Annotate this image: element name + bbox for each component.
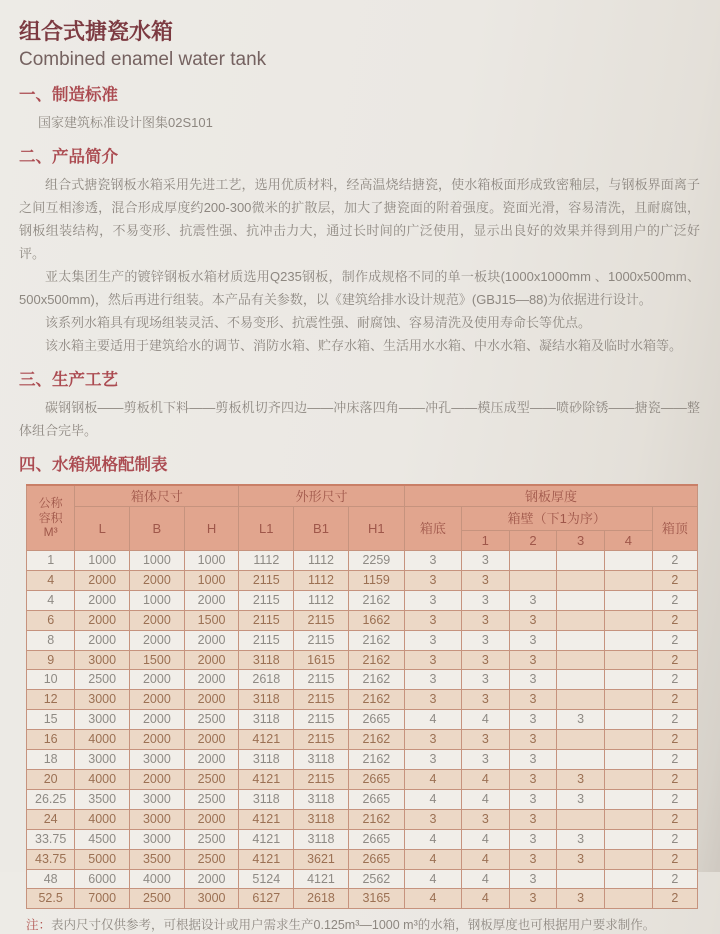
table-cell: 3 xyxy=(404,570,461,590)
table-cell: 2115 xyxy=(239,610,294,630)
table-cell: 2500 xyxy=(184,789,239,809)
table-cell: 4000 xyxy=(75,769,130,789)
table-cell: 4 xyxy=(404,789,461,809)
table-cell: 1112 xyxy=(239,551,294,571)
table-cell: 3118 xyxy=(239,710,294,730)
table-cell: 3000 xyxy=(130,809,185,829)
table-cell: 2000 xyxy=(75,630,130,650)
volume-unit-label: M³ xyxy=(43,525,58,540)
table-cell: 3000 xyxy=(75,650,130,670)
product-intro-paragraph: 组合式搪瓷钢板水箱采用先进工艺，选用优质材料，经高温烧结搪瓷，使水箱板面形成致密釉层，与钢板界面离子之间互相渗透，混合形成厚度约200-300微米的扩散层，加大了搪瓷面的附着强度。瓷面光滑，容易清洗，且耐腐蚀，钢板组装结构，不易变形、抗震性强、抗冲击力大，通过长时间的广泛使用，显示出良好的效果并得到用户的广泛好评。 xyxy=(19,177,700,261)
table-cell: 2162 xyxy=(348,690,404,710)
header-row-columns xyxy=(27,507,698,531)
table-cell: 3 xyxy=(461,750,509,770)
table-cell: 4500 xyxy=(75,829,130,849)
table-cell: 10 xyxy=(27,670,75,690)
table-row xyxy=(27,750,698,770)
table-cell: 4 xyxy=(461,710,509,730)
table-cell: 3000 xyxy=(75,750,130,770)
table-cell xyxy=(604,889,652,909)
table-cell: 3 xyxy=(509,690,557,710)
table-cell: 2 xyxy=(652,809,697,829)
table-cell: 2115 xyxy=(239,630,294,650)
product-intro-paragraph: 该系列水箱具有现场组装灵活、不易变形、抗震性强、耐腐蚀、容易清洗及使用寿命长等优点。 xyxy=(45,315,592,330)
table-cell: 3 xyxy=(461,650,509,670)
table-cell: 2618 xyxy=(294,889,349,909)
table-cell: 2000 xyxy=(130,610,185,630)
table-row xyxy=(27,590,698,610)
table-cell: 1500 xyxy=(184,610,239,630)
table-cell: 2618 xyxy=(239,670,294,690)
table-cell: 3 xyxy=(509,809,557,829)
table-cell: 52.5 xyxy=(27,889,75,909)
table-cell: 3 xyxy=(509,829,557,849)
table-cell: 2000 xyxy=(184,590,239,610)
table-cell: 3118 xyxy=(239,750,294,770)
table-cell: 4121 xyxy=(239,769,294,789)
table-cell: 3 xyxy=(404,809,461,829)
table-cell: 3 xyxy=(557,769,605,789)
table-cell: 3 xyxy=(404,690,461,710)
table-cell xyxy=(557,590,605,610)
table-cell xyxy=(557,630,605,650)
table-cell: 3 xyxy=(404,590,461,610)
table-cell: 4 xyxy=(27,570,75,590)
table-cell: 3 xyxy=(557,889,605,909)
table-cell: 2500 xyxy=(184,769,239,789)
table-cell: 3 xyxy=(509,869,557,889)
table-row xyxy=(27,769,698,789)
table-cell: 2115 xyxy=(294,670,349,690)
table-cell: 4 xyxy=(404,829,461,849)
table-cell xyxy=(604,710,652,730)
table-cell: 2000 xyxy=(130,630,185,650)
table-cell: 3 xyxy=(404,750,461,770)
table-cell: 2 xyxy=(652,551,697,571)
table-cell: 2000 xyxy=(130,570,185,590)
header-cell-bottom: 箱底 xyxy=(404,507,461,551)
table-cell xyxy=(557,750,605,770)
table-row xyxy=(27,610,698,630)
table-cell: 1000 xyxy=(184,551,239,571)
table-cell: 2500 xyxy=(130,889,185,909)
table-cell: 2162 xyxy=(348,650,404,670)
page-title: 组合式搪瓷水箱 xyxy=(19,19,174,44)
table-cell: 3000 xyxy=(184,889,239,909)
table-cell: 2 xyxy=(652,710,697,730)
table-cell: 1 xyxy=(27,551,75,571)
table-cell: 2 xyxy=(652,590,697,610)
table-cell xyxy=(509,551,557,571)
table-cell: 4 xyxy=(461,889,509,909)
table-cell: 1000 xyxy=(130,551,185,571)
spec-table-body xyxy=(27,551,698,909)
table-cell: 3118 xyxy=(294,750,349,770)
table-cell: 24 xyxy=(27,809,75,829)
table-row xyxy=(27,809,698,829)
table-cell xyxy=(604,730,652,750)
table-cell: 2000 xyxy=(184,869,239,889)
table-cell: 3118 xyxy=(239,650,294,670)
table-cell: 2115 xyxy=(294,730,349,750)
table-cell: 3 xyxy=(509,710,557,730)
table-cell: 2162 xyxy=(348,809,404,829)
table-cell: 2 xyxy=(652,889,697,909)
table-cell: 4000 xyxy=(75,809,130,829)
table-cell: 2 xyxy=(652,769,697,789)
table-cell: 3118 xyxy=(294,789,349,809)
table-cell: 2665 xyxy=(348,789,404,809)
table-row xyxy=(27,690,698,710)
table-cell: 2000 xyxy=(130,690,185,710)
table-cell: 12 xyxy=(27,690,75,710)
table-cell: 2000 xyxy=(75,570,130,590)
table-cell: 1112 xyxy=(294,551,349,571)
table-cell: 2115 xyxy=(294,769,349,789)
table-cell: 3 xyxy=(461,690,509,710)
table-row xyxy=(27,630,698,650)
table-cell: 4 xyxy=(404,710,461,730)
table-cell: 4121 xyxy=(294,869,349,889)
table-cell: 3 xyxy=(509,650,557,670)
table-cell: 6 xyxy=(27,610,75,630)
table-cell: 2000 xyxy=(184,809,239,829)
header-cell-thickness-group: 钢板厚度 xyxy=(404,485,697,507)
table-cell: 6127 xyxy=(239,889,294,909)
table-cell xyxy=(604,829,652,849)
table-cell: 3165 xyxy=(348,889,404,909)
table-cell: 3 xyxy=(509,590,557,610)
table-cell xyxy=(604,551,652,571)
table-cell: 3000 xyxy=(75,710,130,730)
table-cell: 1112 xyxy=(294,570,349,590)
page-subtitle: Combined enamel water tank xyxy=(19,49,267,70)
table-cell: 2665 xyxy=(348,769,404,789)
table-cell: 3 xyxy=(509,889,557,909)
table-cell: 2500 xyxy=(184,829,239,849)
table-cell: 3000 xyxy=(75,690,130,710)
table-cell: 3 xyxy=(461,730,509,750)
table-row xyxy=(27,730,698,750)
table-cell: 2562 xyxy=(348,869,404,889)
table-row xyxy=(27,849,698,869)
table-cell: 16 xyxy=(27,730,75,750)
table-cell: 6000 xyxy=(75,869,130,889)
table-cell: 15 xyxy=(27,710,75,730)
table-cell: 3621 xyxy=(294,849,349,869)
table-cell: 1159 xyxy=(348,570,404,590)
product-intro-paragraph: 该水箱主要适用于建筑给水的调节、消防水箱、贮存水箱、生活用水水箱、中水水箱、凝结水箱及临时水箱等。 xyxy=(45,338,683,353)
table-cell: 2 xyxy=(652,630,697,650)
table-cell: 4121 xyxy=(239,829,294,849)
table-cell xyxy=(604,750,652,770)
table-cell: 4 xyxy=(404,769,461,789)
table-cell: 4000 xyxy=(75,730,130,750)
table-row xyxy=(27,829,698,849)
table-cell: 2000 xyxy=(130,670,185,690)
table-cell: 1500 xyxy=(130,650,185,670)
table-cell xyxy=(604,630,652,650)
header-cell-wall-1: 1 xyxy=(461,531,509,551)
table-cell: 4121 xyxy=(239,730,294,750)
table-cell: 3118 xyxy=(294,809,349,829)
table-cell: 4 xyxy=(461,769,509,789)
table-cell: 2162 xyxy=(348,670,404,690)
header-cell-H: H xyxy=(184,507,239,551)
table-cell: 9 xyxy=(27,650,75,670)
table-cell: 3 xyxy=(557,849,605,869)
table-row xyxy=(27,570,698,590)
table-cell: 2115 xyxy=(239,590,294,610)
header-cell-H1: H1 xyxy=(348,507,404,551)
table-cell: 2000 xyxy=(130,710,185,730)
table-note xyxy=(26,916,700,934)
table-cell xyxy=(604,809,652,829)
table-cell: 48 xyxy=(27,869,75,889)
table-cell: 3 xyxy=(404,650,461,670)
production-process-text: 碳钢钢板——剪板机下料——剪板机切齐四边——冲床落四角——冲孔——模压成型——喷砂除锈——搪瓷——整体组合完毕。 xyxy=(19,400,700,438)
table-cell: 8 xyxy=(27,630,75,650)
volume-label-line: 容积 xyxy=(38,510,63,525)
table-cell: 2000 xyxy=(184,630,239,650)
table-cell xyxy=(557,690,605,710)
header-cell-L: L xyxy=(75,507,130,551)
table-cell xyxy=(557,670,605,690)
header-cell-top: 箱顶 xyxy=(652,507,697,551)
table-cell: 3 xyxy=(404,610,461,630)
table-row xyxy=(27,710,698,730)
table-cell: 2162 xyxy=(348,730,404,750)
table-cell: 2162 xyxy=(348,750,404,770)
table-cell: 2115 xyxy=(294,610,349,630)
table-cell: 4 xyxy=(404,869,461,889)
table-cell: 2000 xyxy=(184,650,239,670)
table-cell: 5124 xyxy=(239,869,294,889)
table-cell: 2665 xyxy=(348,829,404,849)
table-cell: 4 xyxy=(461,789,509,809)
section-heading-spec-table: 四、水箱规格配制表 xyxy=(19,456,168,474)
table-cell xyxy=(604,570,652,590)
table-cell: 2000 xyxy=(130,769,185,789)
table-cell: 3 xyxy=(404,730,461,750)
table-cell: 2665 xyxy=(348,849,404,869)
table-cell: 1112 xyxy=(294,590,349,610)
table-cell xyxy=(509,570,557,590)
table-cell: 1662 xyxy=(348,610,404,630)
table-cell: 2 xyxy=(652,869,697,889)
table-cell: 2000 xyxy=(184,690,239,710)
table-cell: 20 xyxy=(27,769,75,789)
header-cell-wall-3: 3 xyxy=(557,531,605,551)
header-cell-wall-group: 箱壁（下1为序） xyxy=(461,507,652,531)
table-cell: 2115 xyxy=(294,630,349,650)
header-cell-body-size-group: 箱体尺寸 xyxy=(75,485,239,507)
table-cell: 2000 xyxy=(75,610,130,630)
table-cell: 2 xyxy=(652,690,697,710)
section-heading-production-process: 三、生产工艺 xyxy=(19,371,118,389)
table-cell: 2162 xyxy=(348,590,404,610)
spec-table xyxy=(26,484,698,909)
table-cell xyxy=(557,730,605,750)
table-cell: 3 xyxy=(509,769,557,789)
table-cell: 2000 xyxy=(184,730,239,750)
table-cell: 2 xyxy=(652,610,697,630)
table-cell: 4000 xyxy=(130,869,185,889)
product-intro-paragraph: 亚太集团生产的镀锌钢板水箱材质选用Q235钢板，制作成规格不同的单一板块(1000x1000mm 、1000x500mm、500x500mm)，然后再进行组装。本产品有关参数，以《建筑给排水设计规范》(GBJ15—88)为依据进行设计。 xyxy=(19,269,700,307)
table-cell: 3 xyxy=(509,789,557,809)
table-cell: 3 xyxy=(404,630,461,650)
table-cell: 2115 xyxy=(294,690,349,710)
table-cell: 2 xyxy=(652,829,697,849)
table-cell: 4 xyxy=(461,849,509,869)
table-cell: 1000 xyxy=(130,590,185,610)
table-cell: 2000 xyxy=(75,590,130,610)
table-cell: 3118 xyxy=(239,789,294,809)
table-row xyxy=(27,789,698,809)
note-label: 注： xyxy=(26,918,52,933)
table-cell: 3 xyxy=(461,809,509,829)
table-cell: 4 xyxy=(404,849,461,869)
table-cell: 3 xyxy=(404,551,461,571)
header-cell-L1: L1 xyxy=(239,507,294,551)
table-cell: 2 xyxy=(652,670,697,690)
table-cell: 3 xyxy=(461,670,509,690)
table-cell: 26.25 xyxy=(27,789,75,809)
table-cell: 3 xyxy=(509,610,557,630)
table-cell: 3 xyxy=(509,730,557,750)
table-cell: 18 xyxy=(27,750,75,770)
table-cell: 3000 xyxy=(130,750,185,770)
table-cell: 3 xyxy=(557,789,605,809)
table-cell: 2 xyxy=(652,750,697,770)
table-cell xyxy=(557,650,605,670)
table-cell: 2259 xyxy=(348,551,404,571)
table-cell: 3000 xyxy=(130,829,185,849)
spec-table-head xyxy=(27,485,698,551)
table-cell: 2115 xyxy=(239,570,294,590)
table-cell: 3 xyxy=(461,551,509,571)
table-cell: 3118 xyxy=(294,829,349,849)
table-cell: 7000 xyxy=(75,889,130,909)
table-cell: 3 xyxy=(461,570,509,590)
table-cell: 3 xyxy=(557,829,605,849)
table-cell: 3500 xyxy=(130,849,185,869)
table-cell xyxy=(604,610,652,630)
table-cell: 2 xyxy=(652,730,697,750)
manufacturing-standard-text: 国家建筑标准设计图集02S101 xyxy=(38,115,213,130)
header-cell-volume xyxy=(27,485,75,551)
table-cell: 3500 xyxy=(75,789,130,809)
section-heading-manufacturing-standard: 一、制造标准 xyxy=(19,86,118,104)
table-cell xyxy=(557,551,605,571)
table-cell xyxy=(604,789,652,809)
table-cell: 2500 xyxy=(184,710,239,730)
table-cell: 4 xyxy=(461,829,509,849)
table-cell xyxy=(604,849,652,869)
table-cell: 4 xyxy=(27,590,75,610)
table-cell: 3 xyxy=(461,610,509,630)
table-cell xyxy=(557,610,605,630)
table-cell: 4121 xyxy=(239,809,294,829)
table-cell: 2 xyxy=(652,849,697,869)
table-cell: 2500 xyxy=(184,849,239,869)
table-cell: 2 xyxy=(652,650,697,670)
table-cell: 3 xyxy=(509,630,557,650)
table-cell: 4 xyxy=(461,869,509,889)
table-cell: 2 xyxy=(652,570,697,590)
table-cell: 3118 xyxy=(239,690,294,710)
header-cell-B: B xyxy=(130,507,185,551)
volume-label-line: 公称 xyxy=(38,496,63,511)
table-cell: 3000 xyxy=(130,789,185,809)
table-cell: 43.75 xyxy=(27,849,75,869)
table-cell xyxy=(557,570,605,590)
table-cell: 3 xyxy=(509,750,557,770)
table-row xyxy=(27,670,698,690)
header-cell-wall-2: 2 xyxy=(509,531,557,551)
table-cell: 2000 xyxy=(184,750,239,770)
table-cell: 2665 xyxy=(348,710,404,730)
table-row xyxy=(27,889,698,909)
header-cell-wall-4: 4 xyxy=(604,531,652,551)
table-cell: 4121 xyxy=(239,849,294,869)
table-cell: 3 xyxy=(461,630,509,650)
table-cell: 33.75 xyxy=(27,829,75,849)
table-cell: 2000 xyxy=(184,670,239,690)
section-heading-product-intro: 二、产品简介 xyxy=(19,148,118,166)
table-cell xyxy=(604,769,652,789)
table-cell: 3 xyxy=(509,849,557,869)
header-cell-outer-size-group: 外形尺寸 xyxy=(239,485,404,507)
table-cell: 2115 xyxy=(294,710,349,730)
table-cell: 3 xyxy=(404,670,461,690)
table-row xyxy=(27,551,698,571)
table-cell xyxy=(604,670,652,690)
table-cell: 2000 xyxy=(130,730,185,750)
table-cell xyxy=(557,809,605,829)
table-cell: 1615 xyxy=(294,650,349,670)
note-text: 表内尺寸仅供参考，可根据设计或用户需求生产0.125m³—1000 m³的水箱，钢板厚度也可根据用户要求制作。 xyxy=(51,918,656,933)
table-cell: 2162 xyxy=(348,630,404,650)
table-cell: 3 xyxy=(557,710,605,730)
table-cell: 2500 xyxy=(75,670,130,690)
spec-table-wrap xyxy=(26,484,700,909)
table-cell xyxy=(604,590,652,610)
table-cell: 1000 xyxy=(184,570,239,590)
table-cell xyxy=(604,650,652,670)
table-cell: 1000 xyxy=(75,551,130,571)
table-cell: 3 xyxy=(461,590,509,610)
header-cell-B1: B1 xyxy=(294,507,349,551)
table-cell: 2 xyxy=(652,789,697,809)
table-cell xyxy=(604,690,652,710)
table-cell: 4 xyxy=(404,889,461,909)
table-row xyxy=(27,650,698,670)
table-cell: 5000 xyxy=(75,849,130,869)
header-row-groups xyxy=(27,485,698,507)
table-cell: 3 xyxy=(509,670,557,690)
